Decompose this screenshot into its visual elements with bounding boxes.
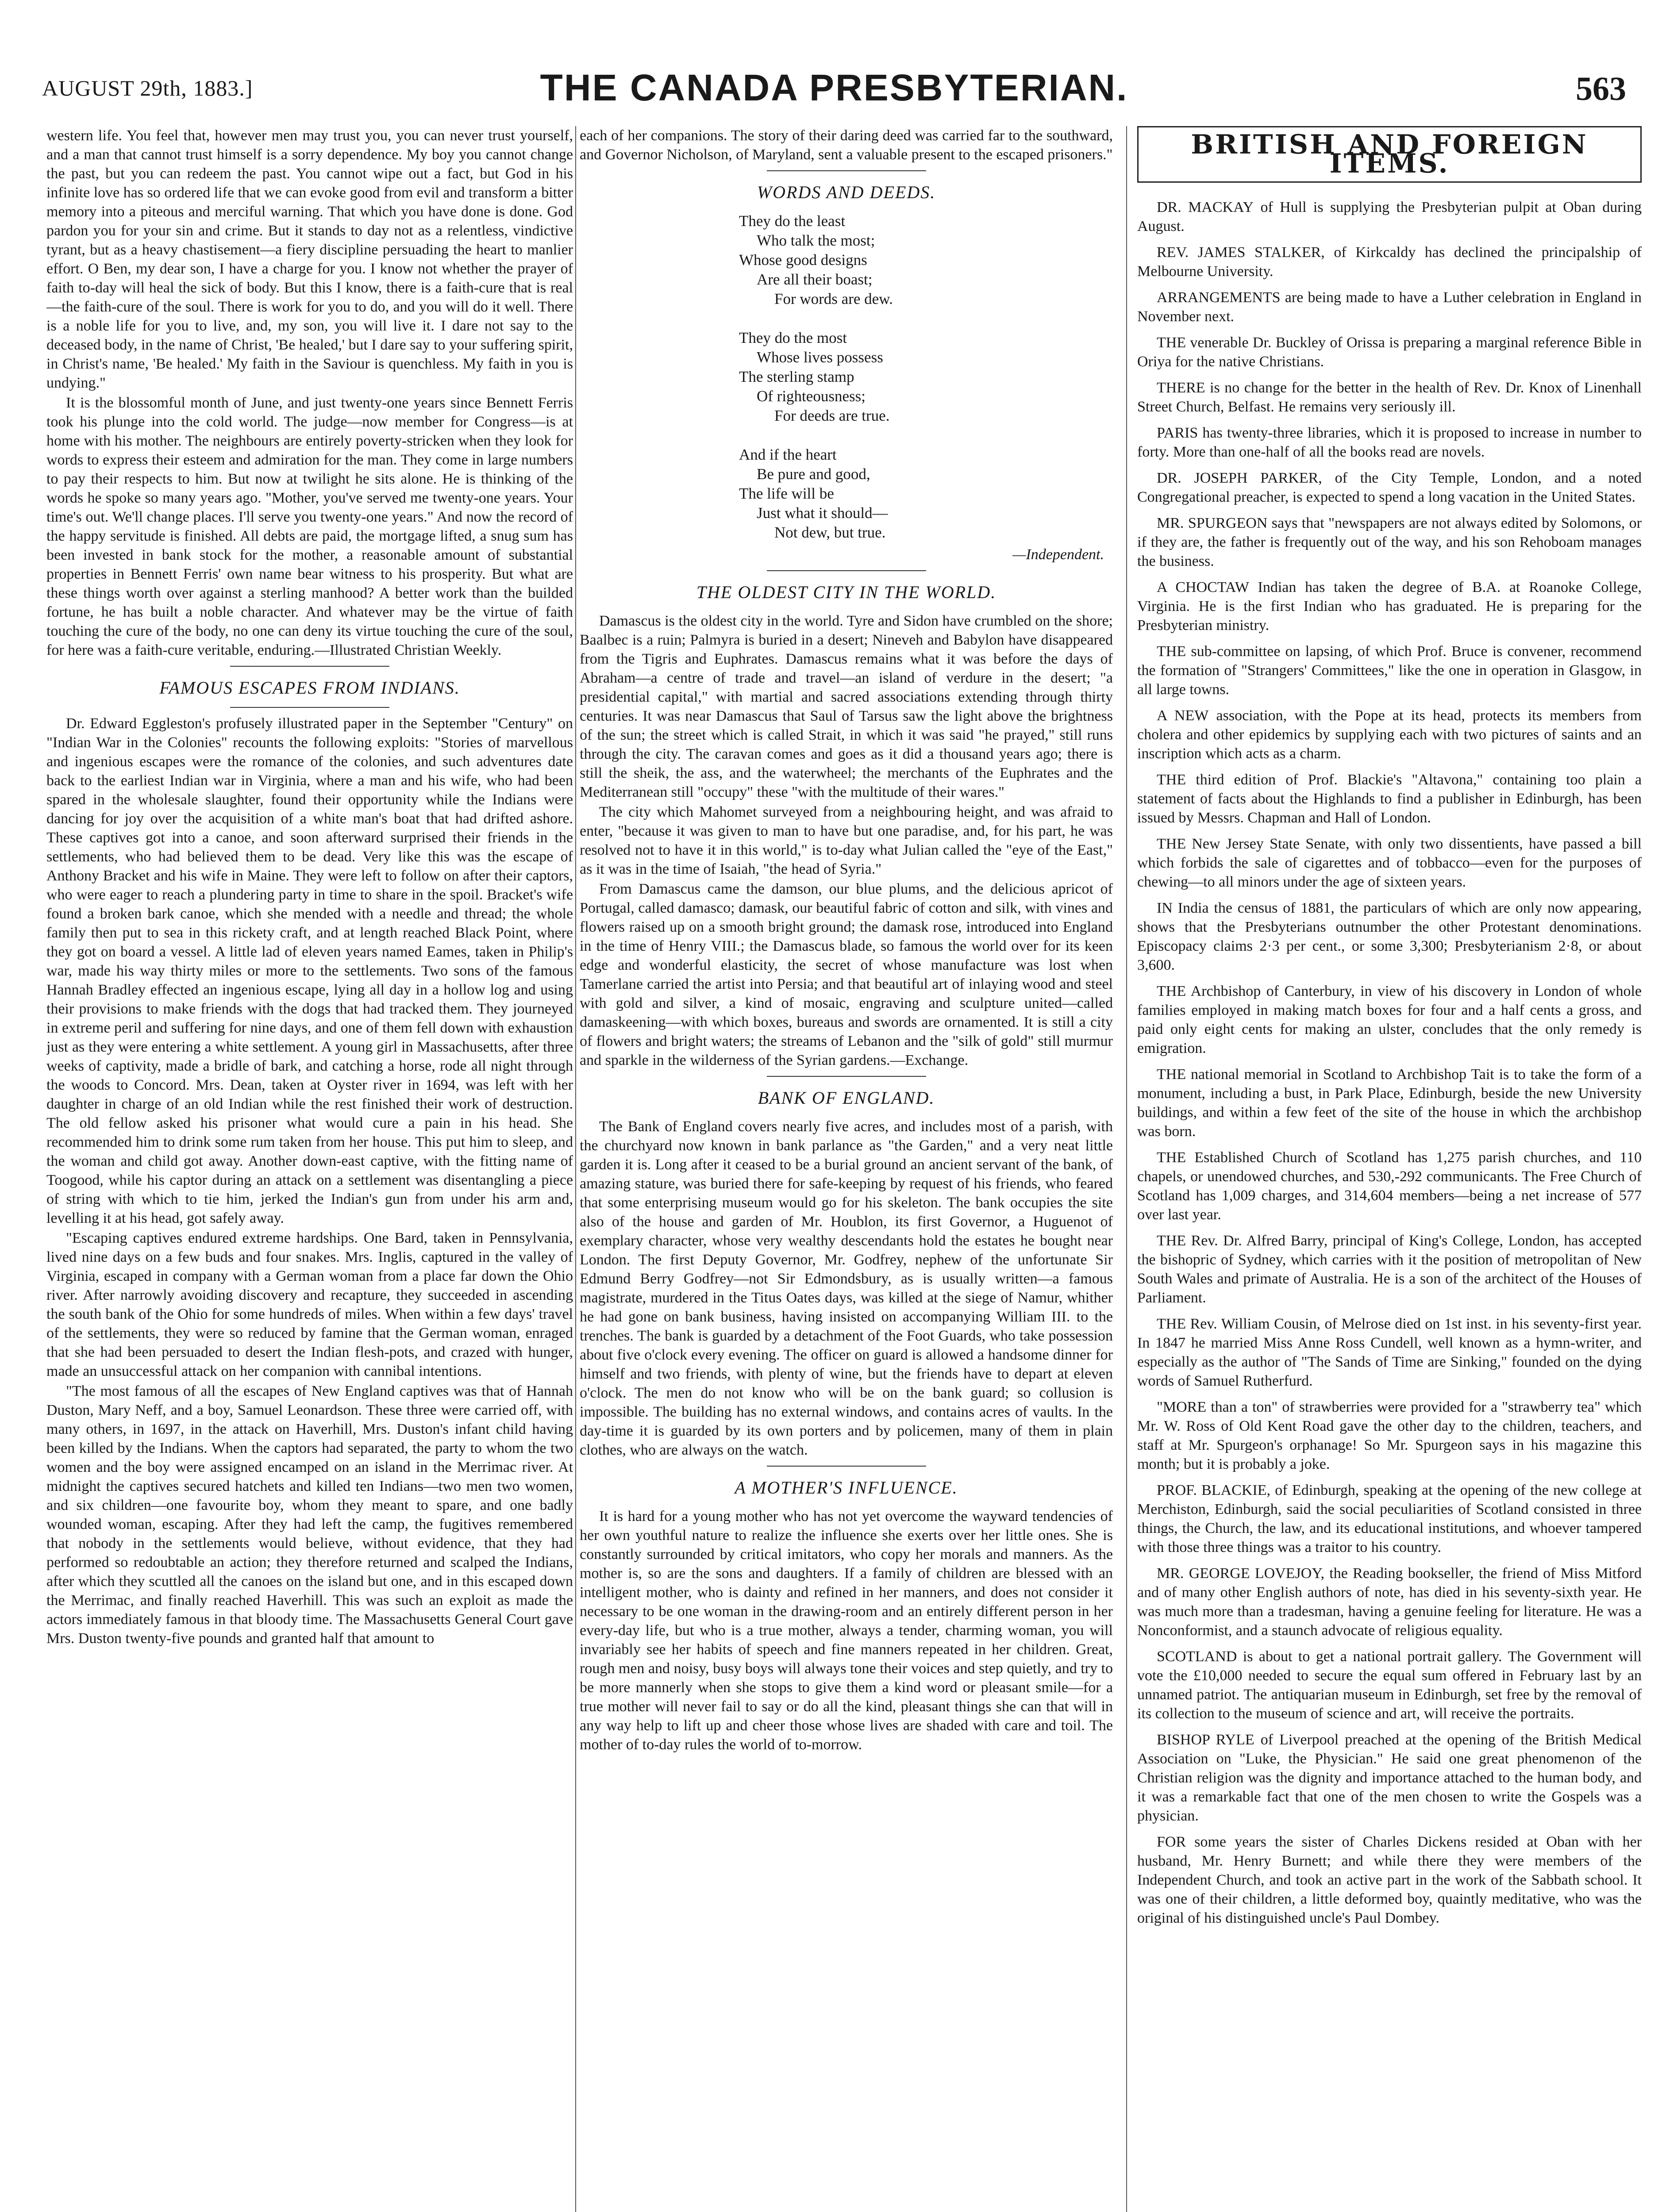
column-divider bbox=[575, 126, 576, 2212]
news-item-text: are being made to have a Luther celebration in England in November next. bbox=[1137, 289, 1642, 325]
news-item-lead: BISHOP RYLE bbox=[1157, 1732, 1254, 1748]
news-item-text: Rev. Dr. Alfred Barry, principal of King's College, London, has accepted the bishopric of Sydney, which carries with it the position of metropolitan of New South Wales and primate of Australia. He is a son of the architect of the Houses of Parliament. bbox=[1137, 1233, 1642, 1306]
poem-line: Be pure and good, bbox=[757, 465, 870, 483]
news-item bbox=[1137, 899, 1642, 975]
news-item bbox=[1137, 333, 1642, 371]
news-item-lead: DR. MACKAY bbox=[1157, 199, 1254, 215]
section-rule bbox=[767, 570, 926, 571]
news-item bbox=[1137, 1564, 1642, 1640]
poem-line: The life will be bbox=[739, 485, 834, 502]
column-2 bbox=[580, 126, 1113, 2212]
news-item bbox=[1137, 1398, 1642, 1474]
poem-line: Of righteousness; bbox=[757, 388, 866, 405]
article-paragraph: From Damascus came the damson, our blue plums, and the delicious apricot of Portugal, called damasco; damask, our beautiful fabric of cotton and silk, with vines and flowers raised up on a smooth bright ground; the damask rose, introduced into England in the time of Henry VIII.; the Damascus blade, so famous the world over for its keen edge and wonderful elasticity, the secret of whose manufacture was lost when Tamerlane carried the artist into Persia; and that beautiful art of inlaying wood and steel with gold and silver, a kind of mosaic, engraving and sculpture united—called damaskeening—with which boxes, bureaus and swords are ornamented. It is still a city of flowers and bright waters; the streams of Lebanon and the "silk of gold" still murmur and sparkle in the wilderness of the Syrian gardens.—Exchange. bbox=[580, 881, 1113, 1068]
news-item-lead: A CHOCTAW bbox=[1157, 579, 1249, 595]
news-item-text: has twenty-three libraries, which it is proposed to increase in number to forty. More than one-half of all the books read are novels. bbox=[1137, 425, 1642, 460]
news-item-text: of Hull is supplying the Presbyterian pulpit at Oban during August. bbox=[1137, 199, 1642, 234]
article-heading: BANK OF ENGLAND. bbox=[758, 1088, 935, 1108]
news-item-text: national memorial in Scotland to Archbishop Tait is to take the form of a monument, including a bust, in Park Place, Edinburgh, beside the new University buildings, and within a few feet of the site of the house in which the archbishop was born. bbox=[1137, 1066, 1642, 1140]
article-paragraph: "Escaping captives endured extreme hardships. One Bard, taken in Pennsylvania, lived nine days on a few buds and four snakes. Mrs. Inglis, captured in the valley of Virginia, escaped in company with a German woman from a place far down the Ohio river. After narrowly avoiding discovery and recapture, they succeeded in ascending the south bank of the Ohio for some hundreds of miles. When within a few days' travel of the settlements, they were so reduced by famine that the German woman, enraged that she had been persuaded to desert the Indian flesh-pots, and crazed with hunger, made an unsuccessful attack on her companion with cannibal intentions. bbox=[46, 1230, 573, 1379]
poem-line: For words are dew. bbox=[774, 290, 893, 307]
article-paragraph: It is hard for a young mother who has not yet overcome the wayward tendencies of her own youthful nature to realize the influence she exerts over her little ones. She is constantly surrounded by critical imitators, who copy her morals and manners. As the mother is, so are the sons and daughters. If a family of children are blessed with an intelligent mother, who is dainty and refined in her manners, and does not consider it necessary to be one woman in the drawing-room and an entirely different person in her every-day life, but who is a true mother, always a tender, charming woman, you will invariably see her habits of speech and fine manners repeated in her children. Great, rough men and noisy, busy boys will always tone their voices and step quietly, and try to be more mannerly when she stops to give them a kind word or pleasant smile—for a true mother will never fail to say or do all the kind, pleasant things she can that will in any way help to lift up and cheer those whose lives are shaded with care and toil. The mother of to-day rules the world of to-morrow. bbox=[580, 1508, 1113, 1753]
article-heading: A MOTHER'S INFLUENCE. bbox=[735, 1478, 958, 1498]
article-paragraph: It is the blossomful month of June, and just twenty-one years since Bennett Ferris took his plunge into the cold world. The judge—now member for Congress—is at home with his mother. The neighbours are entirely poverty-stricken when they look for words to express their esteem and admiration for the man. They come in large numbers to pay their respects to him. But now at twilight he sits alone. He is thinking of the words he spoke so many years ago. "Mother, you've served me twenty-one years. Your time's out. We'll change places. I'll serve you twenty-one years." And now the record of the happy servitude is finished. All debts are paid, the mortgage lifted, a snug sum has been invested in bank stock for the mother, a reasonable amount of substantial properties in Bennett Ferris' own name bear witness to his prosperity. But what are these things worth over against a sterling manhood? A better work than the builded fortune, he has built a noble character. And whatever may be the virtue of faith touching the cure of the body, no one can deny its virtue touching the cure of the soul, for here was a faith-cure veritable, enduring.—Illustrated Christian Weekly. bbox=[46, 395, 573, 658]
news-item bbox=[1137, 198, 1642, 236]
column-divider bbox=[1126, 126, 1127, 2212]
news-item bbox=[1137, 243, 1642, 281]
article-paragraph: "The most famous of all the escapes of New England captives was that of Hannah Duston, Mary Neff, and a boy, Samuel Leonardson. These three were carried off, with many others, in 1697, in the attack on Haverhill, Mrs. Duston's infant child having been killed by the Indians. When the captors had separated, the party to whom the two women and the boy were assigned encamped on an island in the Merrimac river. At midnight the captives secured hatchets and killed ten Indians—two men two women, and six children—one favourite boy, whom they meant to spare, and one badly wounded woman, escaping. After they had left the camp, the fugitives remembered that nobody in the settlements would believe, without evidence, that they had performed so redoubtable an action; they therefore returned and scalped the Indians, after which they scuttled all the canoes on the island but one, and in this escaped down the Merrimac, and finally reached Haverhill. This was such an exploit as made the actors immediately famous in that bloody time. The Massachusetts General Court gave Mrs. Duston twenty-five pounds and granted half that amount to bbox=[46, 1383, 573, 1647]
poem-line: Not dew, but true. bbox=[774, 524, 886, 541]
article-heading: THE OLDEST CITY IN THE WORLD. bbox=[696, 582, 997, 602]
article-paragraph: Dr. Edward Eggleston's profusely illustrated paper in the September "Century" on "Indian War in the Colonies" recounts the following exploits: "Stories of marvellous and ingenious escapes were the romance of the colonies, and such adventures date back to the earliest Indian war in Virginia, where a man and his wife, who had been spared in the wholesale slaughter, found their opportunity while the Indians were dancing for joy over the acquisition of a white man's boat that had drifted ashore. These captives got into a canoe, and soon afterward surprised their friends in the settlements, who had believed them to be dead. Very like this was the escape of Anthony Bracket and his wife in Maine. They were left to follow on after their captors, who were eager to reach a plundering party in time to share in the spoil. Bracket's wife found a broken bark canoe, which she mended with a needle and thread; the whole family then put to sea in this rickety craft, and at length reached Black Point, where they got on board a vessel. A little lad of eleven years named Eames, taken in Philip's war, made his way thirty miles or more to the settlements. Two sons of the famous Hannah Bradley effected an ingenious escape, lying all day in a hollow log and using their provisions to make friends with the dogs that had tracked them. They journeyed in extreme peril and suffering for nine days, and one of them fell down with exhaustion just as they were entering a white settlement. A young girl in Massachusetts, after three weeks of captivity, made a bridle of bark, and catching a horse, rode all night through the woods to Concord. Mrs. Dean, taken at Oyster river in 1694, was left with her daughter in charge of an old Indian while the rest finished their work of destruction. The old fellow asked his prisoner what would cure a pain in his head. She recommended him to drink some rum taken from her house. This put him to sleep, and the woman and child got away. Another down-east captive, with the fitting name of Toogood, while his captor during an attack on a settlement was disentangling a piece of string with which to tie him, jerked the Indian's gun from under his arm and, levelling it at his head, got safely away. bbox=[46, 715, 573, 1226]
news-item-lead: IN bbox=[1157, 900, 1173, 916]
section-rule bbox=[767, 1076, 926, 1077]
newspaper-title: THE CANADA PRESBYTERIAN. bbox=[540, 67, 1128, 108]
news-item-text: Established Church of Scotland has 1,275 parish churches, and 110 chapels, or unendowed churches, and 530,-292 communicants. The Free Church of Scotland has 1,009 charges, and 314,604 members—being a net increase of 577 over last year. bbox=[1137, 1149, 1642, 1223]
poem-line: Whose good designs bbox=[739, 251, 867, 269]
section-rule bbox=[767, 1466, 926, 1467]
news-item-lead: MR. SPURGEON bbox=[1157, 515, 1268, 531]
article-paragraph: each of her companions. The story of their daring deed was carried far to the southward, and Governor Nicholson, of Maryland, sent a valuable present to the escaped prisoners." bbox=[580, 127, 1113, 163]
news-item-lead: THE bbox=[1157, 983, 1186, 999]
poem bbox=[739, 211, 1113, 542]
news-item bbox=[1137, 1065, 1642, 1141]
poem-line bbox=[739, 309, 1113, 328]
news-item-text: third edition of Prof. Blackie's "Altavona," containing too plain a statement of facts about the Highlands to find a publisher in Edinburgh, has been issued by Messrs. Chapman and Hall of London. bbox=[1137, 772, 1642, 826]
news-item bbox=[1137, 1481, 1642, 1557]
news-item-lead: THERE bbox=[1157, 380, 1205, 396]
news-item-lead: ARRANGEMENTS bbox=[1157, 289, 1281, 306]
news-item-text: India the census of 1881, the particulars of which are only now appearing, shows that the Presbyterians outnumber the other Protestant denominations. Episcopacy claims 2·3 per cent., or some 3,300; Presbyterianism 2·8, or about 3,600. bbox=[1137, 900, 1642, 973]
poem-line: Are all their boast; bbox=[757, 271, 873, 288]
news-item-lead: PARIS bbox=[1157, 425, 1198, 441]
news-item bbox=[1137, 288, 1642, 326]
news-item-text: the Reading bookseller, the friend of Miss Mitford and of many other English authors of note, has died in his seventy-sixth year. He was much more than a tradesman, having a genuine feeling for literature. He was a Nonconformist, and a staunch advocate of religious equality. bbox=[1137, 1565, 1642, 1639]
news-item bbox=[1137, 1730, 1642, 1825]
news-item bbox=[1137, 642, 1642, 699]
news-item-lead: FOR bbox=[1157, 1834, 1186, 1850]
news-item-text: association, with the Pope at its head, protects its members from cholera and other epidemics by supplying each with two pictures of saints and an inscription which acts as a charm. bbox=[1137, 707, 1642, 762]
news-item-text: of Kirkcaldy has declined the principalship of Melbourne University. bbox=[1137, 244, 1642, 280]
news-item-text: is no change for the better in the health of Rev. Dr. Knox of Linenhall Street Church, Belfast. He remains very seriously ill. bbox=[1137, 380, 1642, 415]
news-item-lead: THE bbox=[1157, 836, 1186, 852]
news-item-lead: THE bbox=[1157, 1233, 1186, 1249]
news-item-text: of the City Temple, London, and a noted Congregational preacher, is expected to spend a long vacation in the United States. bbox=[1137, 470, 1642, 505]
news-item bbox=[1137, 1647, 1642, 1723]
news-item-text: Indian has taken the degree of B.A. at Roanoke College, Virginia. He is the first Indian who has graduated. He is preparing for the Presbyterian ministry. bbox=[1137, 579, 1642, 634]
section-rule bbox=[230, 666, 389, 667]
news-item bbox=[1137, 1314, 1642, 1390]
news-item-lead: THE bbox=[1157, 1316, 1186, 1332]
news-item-lead: THE bbox=[1157, 1149, 1186, 1166]
section-banner: BRITISH AND FOREIGN ITEMS. bbox=[1137, 126, 1642, 183]
news-item-lead: DR. JOSEPH PARKER, bbox=[1157, 470, 1322, 486]
poem-line: And if the heart bbox=[739, 446, 837, 463]
article-paragraph: The Bank of England covers nearly five acres, and includes most of a parish, with the churchyard now known in bank parlance as "the Garden," and a very neat little garden it is. Long after it ceased to be a burial ground an ancient servant of the bank, of amazing stature, was buried there for safe-keeping by request of his friends, who feared that some enterprising museum would go for his skeleton. The bank occupies the site also of the house and garden of Mr. Houblon, its first Governor, a Huguenot of exemplary character, whose very wealthy descendants hold the estates he bought near London. The first Deputy Governor, Mr. Godfrey, nephew of the unfortunate Sir Edmund Berry Godfrey—not Sir Edmondsbury, as is usually written—a famous magistrate, murdered in the Titus Oates days, was killed at the siege of Namur, whither he had gone on bank business, having insisted on accompanying William III. to the trenches. The bank is guarded by a detachment of the Foot Guards, who take possession about five o'clock every evening. The officer on guard is allowed a handsome dinner for himself and two friends, with plenty of wine, but the friends have to depart at eleven o'clock. The men do not know who will be on the bank guard; so collusion is impossible. The building has no external windows, and contains acres of vaults. In the day-time it is guarded by its own porters and by policemen, many of them in plain clothes, who are always on the watch. bbox=[580, 1118, 1113, 1458]
news-item-lead: THE bbox=[1157, 334, 1186, 351]
column-1 bbox=[46, 126, 573, 2212]
news-item-lead: THE bbox=[1157, 643, 1186, 660]
news-item-text: than a ton" of strawberries were provided for a "strawberry tea" which Mr. W. Ross of Old Kent Road gave the other day to the children, teachers, and staff at Mr. Spurgeon's orphanage! So Mr. Spurgeon says in his magazine this month; but it is probably a joke. bbox=[1137, 1399, 1642, 1472]
news-item-text: sub-committee on lapsing, of which Prof. Bruce is convener, recommend the formation of "Strangers' Committees," like the one in operation in Glasgow, in all large towns. bbox=[1137, 643, 1642, 698]
section-rule bbox=[767, 170, 926, 171]
poem-line: Just what it should— bbox=[757, 504, 888, 522]
news-item-text: Rev. William Cousin, of Melrose died on 1st inst. in his seventy-first year. In 1847 he married Miss Anne Ross Cundell, well known as a hymn-writer, and especially as the author of "The Sands of Time are Sinking," founded on the dying words of Samuel Rutherfurd. bbox=[1137, 1316, 1642, 1389]
article-paragraph: The city which Mahomet surveyed from a neighbouring height, and was afraid to enter, "because it was given to man to have but one paradise, and, for his part, he was resolved not to have it in this world," is to-day what Julian called the "eye of the East," as it was in the time of Isaiah, "the head of Syria." bbox=[580, 804, 1113, 877]
news-item-lead: PROF. BLACKIE, bbox=[1157, 1482, 1270, 1498]
news-item-text: Archbishop of Canterbury, in view of his discovery in London of whole families employed in making match boxes for four and a half cents a gross, and paid only eight cents for making an ulster, concludes that the only remedy is emigration. bbox=[1137, 983, 1642, 1056]
article-paragraph: western life. You feel that, however men may trust you, you can never trust yourself, and a man that cannot trust himself is a sorry dependence. My boy you cannot change the past, but you can redeem the past. You cannot wipe out a fact, but God in his infinite love has so ordered life that we can evoke good from evil and transform a bitter memory into a piteous and merciful warning. That which you have done is done. God pardon you for your sin and crime. But it stands to day not as a relentless, vindictive tyrant, but as a heavy chastisement—a fiery discipline persuading the heart to manlier effort. O Ben, my dear son, I have a charge for you. I know not whether the prayer of faith to-day will heal the sick of body. But this I know, there is a faith-cure that is real—the faith-cure of the soul. There is work for you to do, and you will do it well. There is a noble life for you to live, and, my son, you will live it. I dare not say to the deceased body, in the name of Christ, 'Be healed,' but I dare say to your suffering spirit, in Christ's name, 'Be healed.' My faith in the Saviour is quenchless. My faith in you is undying." bbox=[46, 127, 573, 391]
news-item bbox=[1137, 423, 1642, 461]
poem-line: They do the most bbox=[739, 329, 847, 346]
news-item bbox=[1137, 770, 1642, 827]
news-item-lead: A NEW bbox=[1157, 707, 1209, 724]
news-item-lead: "MORE bbox=[1157, 1399, 1207, 1415]
column-3 bbox=[1137, 126, 1642, 2212]
news-item bbox=[1137, 706, 1642, 763]
poem-line: The sterling stamp bbox=[739, 368, 854, 385]
news-item bbox=[1137, 378, 1642, 416]
poem-line bbox=[739, 426, 1113, 445]
news-item-lead: SCOTLAND bbox=[1157, 1648, 1237, 1665]
news-item bbox=[1137, 1231, 1642, 1307]
section-rule bbox=[230, 707, 389, 708]
article-heading: WORDS AND DEEDS. bbox=[757, 182, 936, 202]
article-heading: FAMOUS ESCAPES FROM INDIANS. bbox=[159, 678, 460, 698]
poem-line: Who talk the most; bbox=[757, 232, 875, 249]
news-item-text: is about to get a national portrait gallery. The Government will vote the £10,000 needed to secure the equal sum offered in February last by an unnamed patriot. The antiquarian museum in Edinburgh, set free by the removal of its collection to the museum of science and art, will receive the portraits. bbox=[1137, 1648, 1642, 1722]
poem-line: They do the least bbox=[739, 212, 846, 230]
news-item bbox=[1137, 1148, 1642, 1224]
news-item-text: venerable Dr. Buckley of Orissa is preparing a marginal reference Bible in Oriya for the native Christians. bbox=[1137, 334, 1642, 370]
news-item-text: says that "newspapers are not always edited by Solomons, or if they are, the father is frequently out of the way, and his son Rehoboam manages the business. bbox=[1137, 515, 1642, 569]
news-item bbox=[1137, 982, 1642, 1058]
news-item bbox=[1137, 1832, 1642, 1928]
news-item bbox=[1137, 834, 1642, 891]
news-item-lead: MR. GEORGE LOVEJOY, bbox=[1157, 1565, 1324, 1582]
news-item-lead: THE bbox=[1157, 772, 1186, 788]
news-item-lead: REV. JAMES STALKER, bbox=[1157, 244, 1325, 261]
issue-date: AUGUST 29th, 1883.] bbox=[42, 76, 253, 100]
news-item-text: New Jersey State Senate, with only two dissentients, have passed a bill which forbids the sale of cigarettes and of tobbacco—even for the purposes of chewing—to all minors under the age of sixteen years. bbox=[1137, 836, 1642, 890]
poem-line: Whose lives possess bbox=[757, 349, 883, 366]
page-number: 563 bbox=[1576, 70, 1626, 108]
news-item bbox=[1137, 514, 1642, 571]
article-paragraph: Damascus is the oldest city in the world. Tyre and Sidon have crumbled on the shore; Baalbec is a ruin; Palmyra is buried in a desert; Nineveh and Babylon have disappeared from the Tigris and Euphrates. Damascus remains what it was before the days of Abraham—a centre of trade and travel—an island of verdure in the desert; "a presidential capital," with martial and sacred associations extending through thirty centuries. It was near Damascus that Saul of Tarsus saw the light above the brightness of the sun; the street which is called Strait, in which it was said "he prayed," still runs through the city. The caravan comes and goes as it did a thousand years ago; there is still the sheik, the ass, and the waterwheel; the merchants of the Euphrates and the Mediterranean still "occupy" these "with the multitude of their wares." bbox=[580, 613, 1113, 800]
news-item-lead: THE bbox=[1157, 1066, 1186, 1083]
news-item-text: of Liverpool preached at the opening of the British Medical Association on "Luke, the Physician." He said one great phenomenon of the Christian religion was the dignity and importance attached to the human body, and it was a remarkable fact that one of the men chosen to write the Gospels was a physician. bbox=[1137, 1732, 1642, 1824]
news-item-text: some years the sister of Charles Dickens resided at Oban with her husband, Mr. Henry Burnett; and while there they were members of the Independent Church, and took an active part in the work of the Sabbath school. It was one of their children, a little deformed boy, quaintly meditative, who was the original of his distinguished uncle's Paul Dombey. bbox=[1137, 1834, 1642, 1926]
news-item bbox=[1137, 469, 1642, 507]
news-item bbox=[1137, 578, 1642, 635]
masthead bbox=[42, 66, 1626, 115]
source-credit: —Independent. bbox=[1012, 546, 1104, 563]
news-items-list bbox=[1137, 198, 1642, 1928]
poem-line: For deeds are true. bbox=[774, 407, 890, 424]
news-item-text: of Edinburgh, speaking at the opening of the new college at Merchiston, Edinburgh, said the social peculiarities of Scotland consisted in three things, the Church, the law, and its educational institutions, and whoever tampered with those three things was a traitor to his country. bbox=[1137, 1482, 1642, 1555]
